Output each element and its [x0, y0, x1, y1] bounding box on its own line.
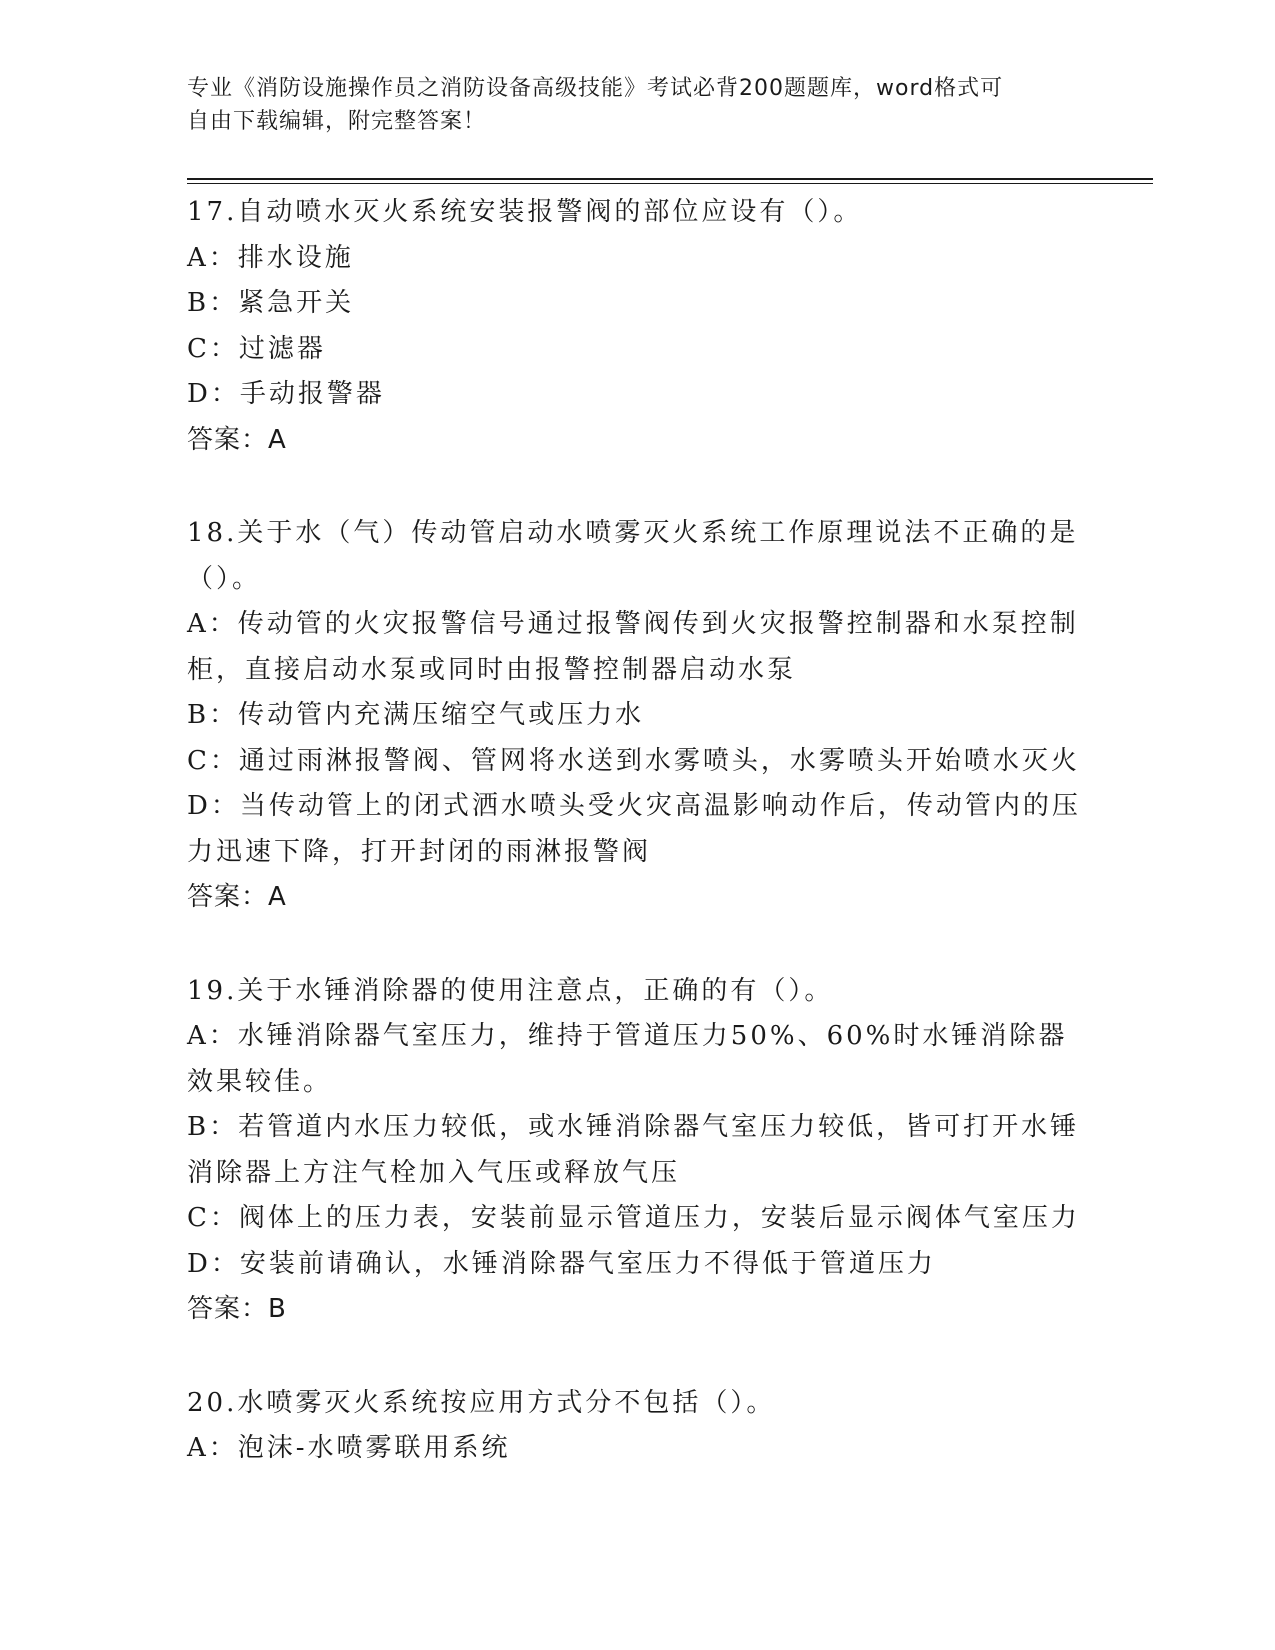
question-list: [187, 190, 1087, 1520]
answer-label: 答案：A: [187, 424, 287, 455]
option-b: B：若管道内水压力较低，或水锤消除器气室压力较低，皆可打开水锤消除器上方注气栓加入气压或释放气压: [187, 1112, 1080, 1188]
option-a: A：传动管的火灾报警信号通过报警阀传到火灾报警控制器和水泵控制柜，直接启动水泵或同时由报警控制器启动水泵: [187, 609, 1079, 685]
option-b: B：传动管内充满压缩空气或压力水: [187, 700, 645, 730]
option-d: D：当传动管上的闭式洒水喷头受火灾高温影响动作后，传动管内的压力迅速下降，打开封闭的雨淋报警阀: [187, 791, 1081, 867]
question-stem: 17.自动喷水灭火系统安装报警阀的部位应设有（）。: [187, 197, 863, 227]
option-d: D：手动报警器: [187, 379, 385, 409]
document-header: [187, 72, 1067, 138]
header-line-1: 专业《消防设施操作员之消防设备高级技能》考试必背200题题库，word格式可: [187, 76, 1004, 101]
question-stem: 20.水喷雾灭火系统按应用方式分不包括（）。: [187, 1387, 776, 1418]
question-17: [187, 190, 1087, 463]
answer-label: 答案：A: [187, 882, 287, 912]
question-stem: 19.关于水锤消除器的使用注意点，正确的有（）。: [187, 975, 834, 1006]
option-d: D：安装前请确认，水锤消除器气室压力不得低于管道压力: [187, 1248, 936, 1279]
option-a: A：水锤消除器气室压力，维持于管道压力50%、60%时水锤消除器效果较佳。: [187, 1021, 1068, 1097]
question-stem: 18.关于水（气）传动管启动水喷雾灭火系统工作原理说法不正确的是（）。: [187, 518, 1079, 594]
option-c: C：过滤器: [187, 333, 326, 364]
question-20: [187, 1381, 1087, 1472]
option-c: C：通过雨淋报警阀、管网将水送到水雾喷头，水雾喷头开始喷水灭火: [187, 745, 1080, 776]
option-b: B：紧急开关: [187, 288, 355, 318]
option-a: A：泡沫-水喷雾联用系统: [187, 1433, 511, 1463]
answer-label: 答案：B: [187, 1294, 287, 1324]
header-divider-thin: [187, 183, 1153, 184]
question-19: [187, 969, 1087, 1333]
header-line-2: 自由下载编辑，附完整答案！: [187, 109, 487, 134]
option-c: C：阀体上的压力表，安装前显示管道压力，安装后显示阀体气室压力: [187, 1203, 1080, 1233]
question-18: [187, 511, 1087, 921]
header-divider-thick: [187, 178, 1153, 180]
option-a: A：排水设施: [187, 242, 354, 273]
